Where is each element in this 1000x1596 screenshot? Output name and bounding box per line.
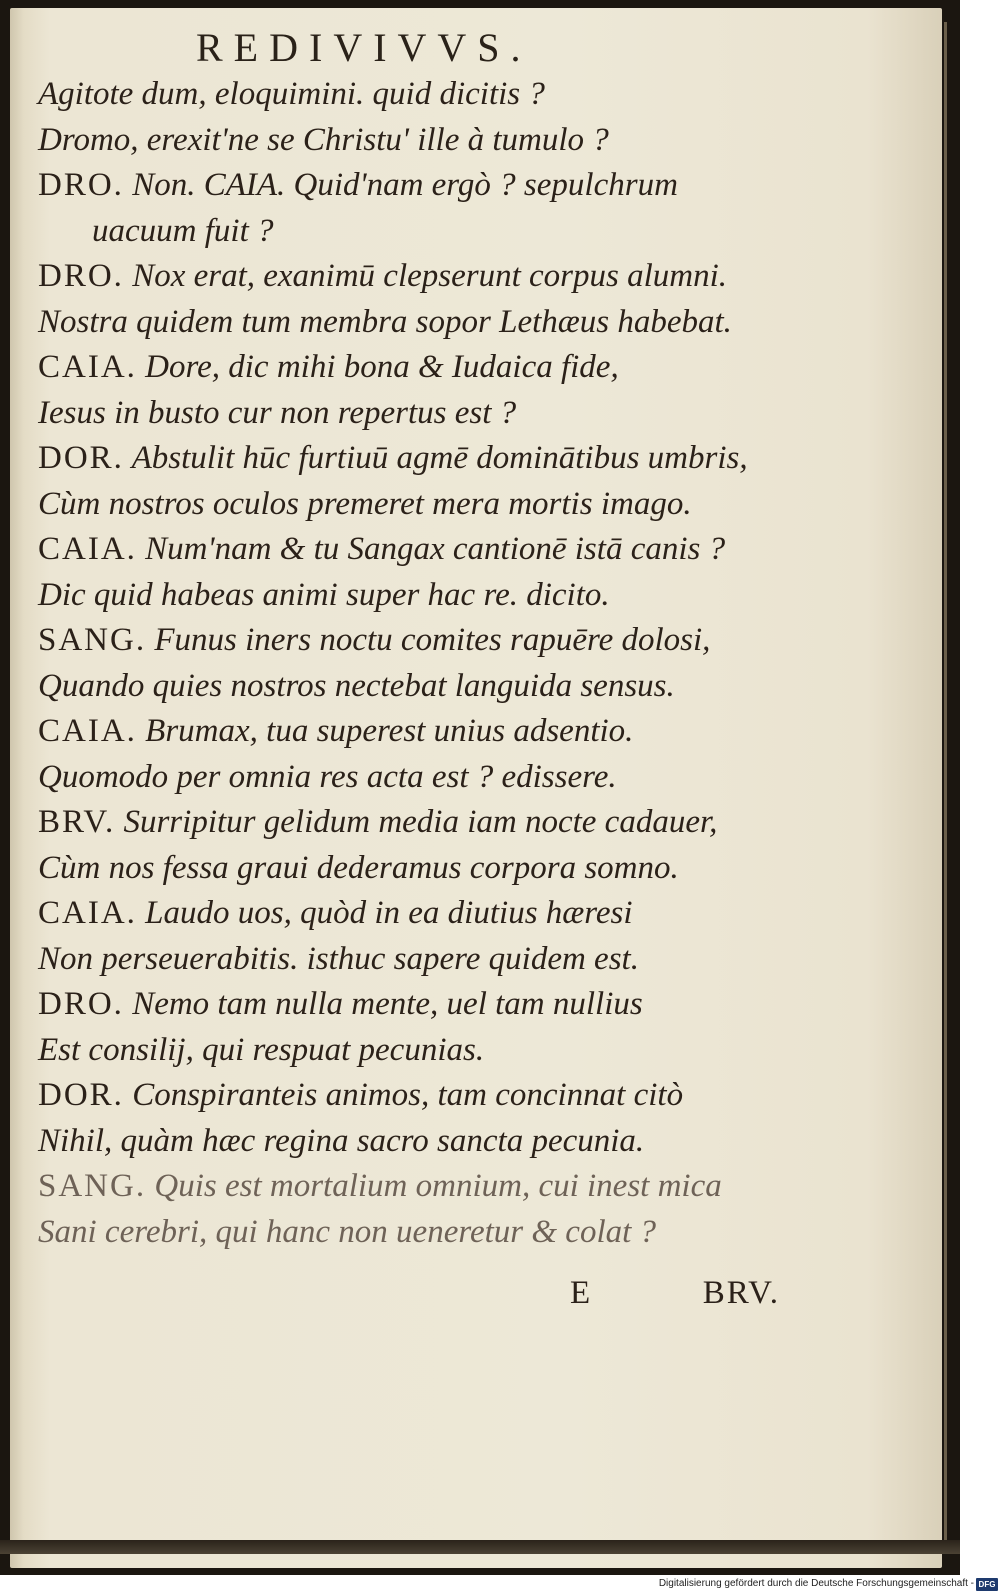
speaker-label: DRO.	[38, 167, 124, 203]
text-line	[38, 573, 918, 619]
speaker-label: CAIA.	[38, 713, 137, 749]
catchword: BRV.	[702, 1275, 780, 1311]
speaker-label: DRO.	[38, 258, 124, 294]
text-line	[38, 800, 918, 846]
text-line	[38, 300, 918, 346]
line-text: Nox erat, exanimū clepserunt corpus alumni.	[132, 258, 728, 294]
line-text: Quis est mortalium omnium, cui inest mica	[154, 1168, 722, 1204]
text-line	[38, 982, 918, 1028]
text-line	[38, 118, 918, 164]
speaker-label: CAIA.	[38, 895, 137, 931]
text-line	[38, 1119, 918, 1165]
line-text: Cùm nostros oculos premeret mera mortis imago.	[38, 485, 692, 522]
text-line	[38, 345, 918, 391]
running-head: REDIVIVVS.	[196, 25, 532, 70]
line-text: Nostra quidem tum membra sopor Lethæus habebat.	[38, 303, 732, 340]
speaker-label: BRV.	[38, 804, 116, 840]
verse-lines	[38, 72, 918, 1255]
line-text: Dore, dic mihi bona & Iudaica fide,	[145, 349, 619, 385]
text-line	[38, 163, 918, 209]
line-text: Quando quies nostros nectebat languida sensus.	[38, 667, 675, 704]
line-text: Funus iners noctu comites rapuēre dolosi,	[154, 622, 711, 658]
text-line	[38, 1073, 918, 1119]
line-text: Est consilij, qui respuat pecunias.	[38, 1031, 485, 1068]
line-text: Sani cerebri, qui hanc non ueneretur & colat ?	[38, 1213, 657, 1250]
speaker-label: DOR.	[38, 1077, 124, 1113]
speaker-label: DOR.	[38, 440, 124, 476]
page-bottom-edge	[0, 1540, 960, 1554]
speaker-label: CAIA.	[38, 349, 137, 385]
line-text: Quomodo per omnia res acta est ? edissere.	[38, 758, 617, 795]
line-text: Cùm nos fessa graui dederamus corpora somno.	[38, 849, 679, 886]
line-text: Dromo, erexit'ne se Christu' ille à tumulo ?	[38, 121, 609, 158]
text-line	[38, 436, 918, 482]
digitization-credit: Digitalisierung gefördert durch die Deutsche Forschungsgemeinschaft -	[658, 1578, 974, 1589]
text-line	[38, 391, 918, 437]
speaker-label: SANG.	[38, 622, 147, 658]
line-text: Iesus in busto cur non repertus est ?	[38, 394, 517, 431]
page-edge	[944, 22, 947, 1552]
text-line	[38, 891, 918, 937]
text-line	[38, 527, 918, 573]
text-line	[38, 209, 918, 255]
line-text: Nemo tam nulla mente, uel tam nullius	[132, 986, 643, 1022]
text-line	[38, 755, 918, 801]
text-line	[38, 846, 918, 892]
line-text: Num'nam & tu Sangax cantionē istā canis ?	[145, 531, 726, 567]
speaker-label: SANG.	[38, 1168, 147, 1204]
text-line	[38, 1164, 918, 1210]
text-line	[38, 709, 918, 755]
text-line	[38, 254, 918, 300]
line-text: Abstulit hūc furtiuū agmē dominātibus umbris,	[131, 440, 748, 476]
line-text: Laudo uos, quòd in ea diutius hæresi	[145, 895, 633, 931]
text-line	[38, 937, 918, 983]
text-line	[38, 618, 918, 664]
line-text: Nihil, quàm hæc regina sacro sancta pecunia.	[38, 1122, 645, 1159]
line-text: Brumax, tua superest unius adsentio.	[145, 713, 634, 749]
text-line	[38, 482, 918, 528]
text-line	[38, 664, 918, 710]
line-text: Surripitur gelidum media iam nocte cadauer,	[123, 804, 718, 840]
text-line	[38, 72, 918, 118]
line-text: Non. CAIA. Quid'nam ergò ? sepulchrum	[132, 167, 678, 203]
dfg-logo: DFG	[976, 1578, 998, 1591]
speaker-label: DRO.	[38, 986, 124, 1022]
line-text: uacuum fuit ?	[92, 212, 274, 249]
line-text: Non perseuerabitis. isthuc sapere quidem est.	[38, 940, 639, 977]
page-footer-line	[38, 1275, 780, 1320]
text-line	[38, 1028, 918, 1074]
speaker-label: CAIA.	[38, 531, 137, 567]
line-text: Conspiranteis animos, tam concinnat citò	[132, 1077, 684, 1113]
line-text: Agitote dum, eloquimini. quid dicitis ?	[38, 76, 545, 112]
signature-mark: E	[570, 1275, 593, 1311]
line-text: Dic quid habeas animi super hac re. dicito.	[38, 576, 610, 613]
text-line	[38, 1210, 918, 1256]
